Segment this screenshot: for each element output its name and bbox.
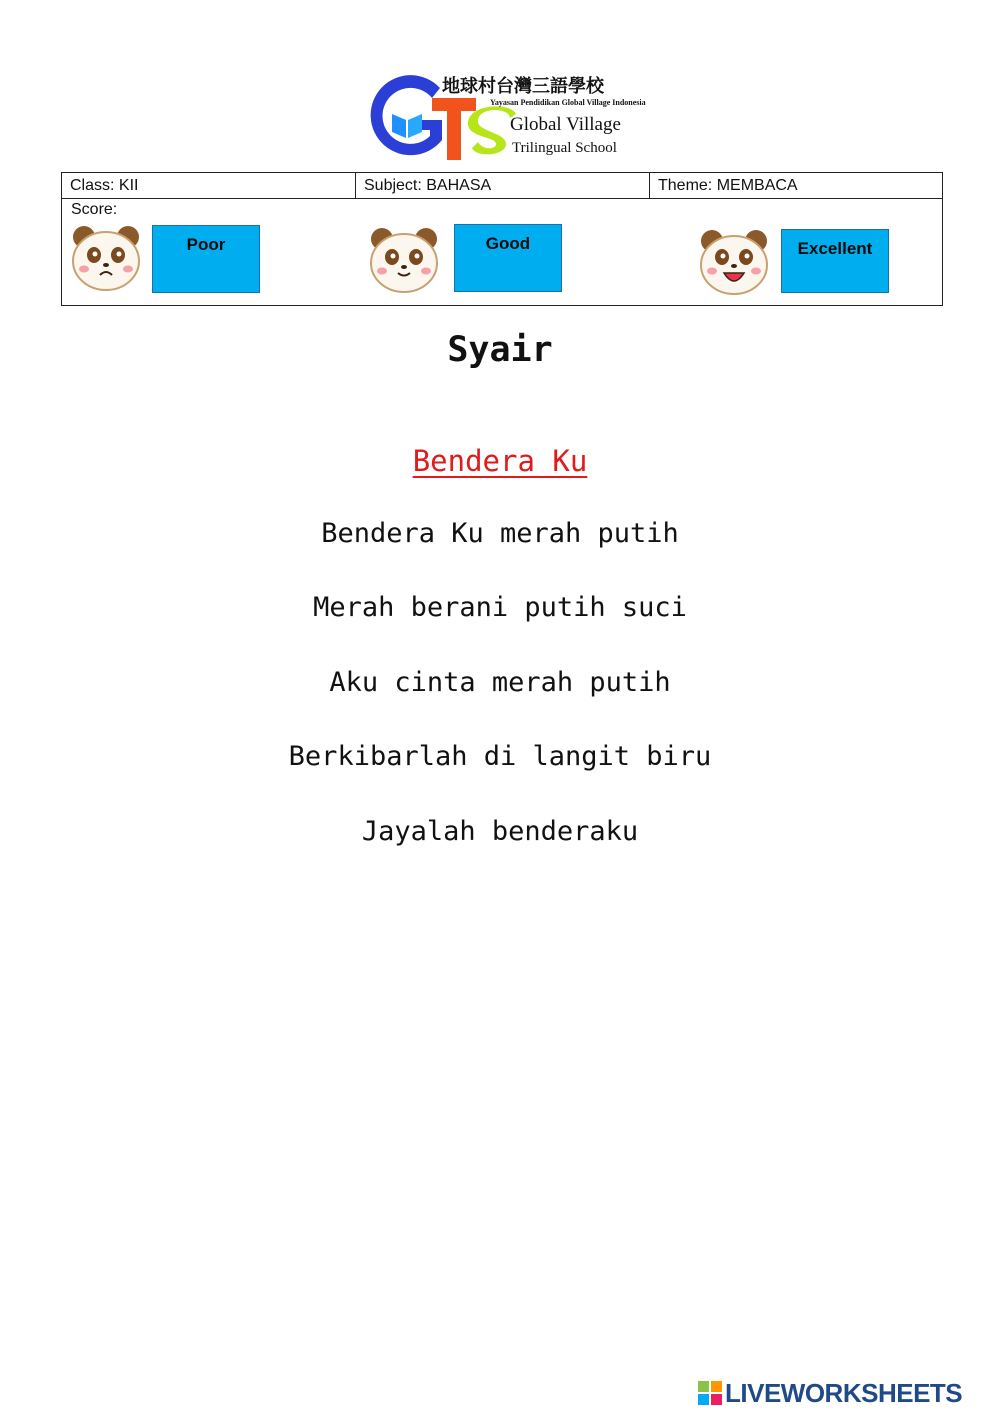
info-row <box>62 173 942 199</box>
poem-line: Jayalah benderaku <box>361 816 639 847</box>
happy-panda-icon <box>698 227 770 295</box>
logo-chinese-name: 地球村台灣三語學校 <box>442 76 604 97</box>
sad-panda-icon <box>70 223 142 291</box>
info-table <box>61 172 943 306</box>
logo-name-line2: Trilingual School <box>512 140 617 156</box>
score-label: Score: <box>71 201 118 218</box>
poem-line: Berkibarlah di langit biru <box>288 741 712 772</box>
poem-line: Merah berani putih suci <box>313 592 687 623</box>
watermark-text: LIVEWORKSHEETS <box>725 1378 963 1408</box>
school-logo <box>370 70 646 166</box>
theme-cell: Theme: MEMBACA <box>658 177 798 194</box>
poem-line: Bendera Ku merah putih <box>321 518 679 549</box>
poem-line: Aku cinta merah putih <box>329 667 671 698</box>
page-title: Syair <box>447 330 553 370</box>
poem-title <box>0 444 1000 478</box>
rating-excellent: Excellent <box>781 229 889 293</box>
class-cell: Class: KII <box>62 173 356 199</box>
neutral-panda-icon <box>368 225 440 293</box>
liveworksheets-logo-icon <box>698 1381 722 1405</box>
logo-name-line1: Global Village <box>510 114 621 135</box>
subject-cell: Subject: BAHASA <box>356 173 650 199</box>
watermark <box>698 1378 996 1408</box>
logo-subtitle: Yayasan Pendidikan Global Village Indonesia <box>490 98 646 107</box>
poem-title-text: Bendera Ku <box>412 444 588 478</box>
rating-good: Good <box>454 224 562 292</box>
rating-poor: Poor <box>152 225 260 293</box>
